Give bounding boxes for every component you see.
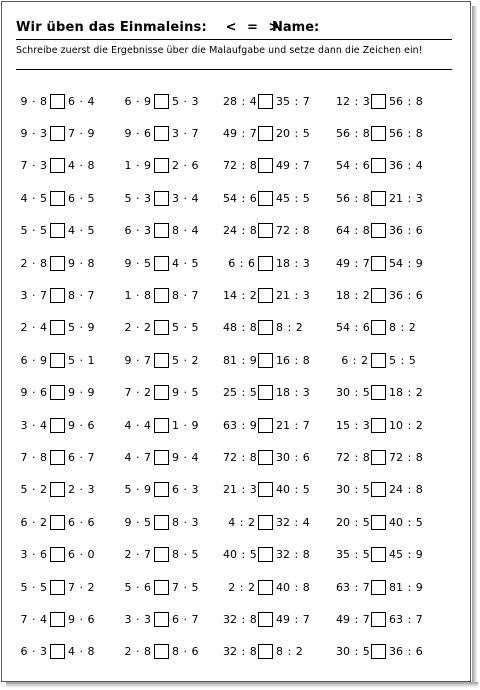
left-expression: 56 : 8 <box>336 126 370 140</box>
comparison-task <box>336 385 421 401</box>
right-expression: 18 : 3 <box>276 386 310 400</box>
comparison-task <box>336 417 421 433</box>
answer-box[interactable] <box>371 450 386 465</box>
answer-box[interactable] <box>258 223 273 238</box>
answer-box[interactable] <box>50 612 65 627</box>
left-expression: 63 : 7 <box>336 580 370 594</box>
left-expression: 6 · 3 <box>124 224 151 238</box>
comparison-task <box>119 514 204 530</box>
right-expression: 21 : 3 <box>276 288 310 302</box>
left-expression: 14 : 2 <box>223 288 257 302</box>
right-expression: 21 : 3 <box>389 191 423 205</box>
right-expression: 8 : 2 <box>276 645 303 659</box>
left-expression: 32 : 8 <box>223 612 257 626</box>
right-expression: 18 : 2 <box>389 386 423 400</box>
page-shadow-right <box>472 6 478 687</box>
comparison-task <box>119 93 204 109</box>
right-expression: 2 · 3 <box>68 483 95 497</box>
answer-box[interactable] <box>50 223 65 238</box>
right-expression: 3 · 7 <box>172 126 199 140</box>
answer-box[interactable] <box>371 580 386 595</box>
right-expression: 8 · 5 <box>172 548 199 562</box>
right-expression: 4 · 8 <box>68 159 95 173</box>
right-expression: 20 : 5 <box>276 126 310 140</box>
left-expression: 9 · 5 <box>124 256 151 270</box>
comparison-task <box>336 223 421 239</box>
right-expression: 8 · 6 <box>172 645 199 659</box>
comparison-task <box>223 514 308 530</box>
answer-box[interactable] <box>371 515 386 530</box>
answer-box[interactable] <box>154 515 169 530</box>
right-expression: 40 : 5 <box>276 483 310 497</box>
left-expression: 54 : 6 <box>336 321 370 335</box>
right-expression: 5 · 9 <box>68 321 95 335</box>
answer-box[interactable] <box>50 418 65 433</box>
comparison-task <box>223 482 308 498</box>
answer-box[interactable] <box>154 450 169 465</box>
answer-box[interactable] <box>50 320 65 335</box>
right-expression: 7 · 5 <box>172 580 199 594</box>
right-expression: 1 · 9 <box>172 418 199 432</box>
left-expression: 6 · 9 <box>20 353 47 367</box>
right-expression: 3 · 4 <box>172 191 199 205</box>
right-expression: 36 : 4 <box>389 159 423 173</box>
comparison-task <box>223 385 308 401</box>
answer-box[interactable] <box>258 418 273 433</box>
answer-box[interactable] <box>154 94 169 109</box>
answer-box[interactable] <box>371 418 386 433</box>
left-expression: 6 · 3 <box>20 645 47 659</box>
comparison-task <box>15 482 100 498</box>
comparison-task <box>119 385 204 401</box>
comparison-task <box>223 158 308 174</box>
answer-box[interactable] <box>258 94 273 109</box>
right-expression: 4 · 8 <box>68 645 95 659</box>
answer-box[interactable] <box>371 256 386 271</box>
comparison-task <box>15 611 100 627</box>
right-expression: 81 : 9 <box>389 580 423 594</box>
right-expression: 32 : 8 <box>276 548 310 562</box>
answer-box[interactable] <box>50 94 65 109</box>
answer-box[interactable] <box>371 482 386 497</box>
comparison-task <box>15 255 100 271</box>
comparison-task <box>223 579 308 595</box>
left-expression: 64 : 8 <box>336 224 370 238</box>
comparison-task <box>15 320 100 336</box>
left-expression: 12 : 3 <box>336 94 370 108</box>
right-expression: 9 · 6 <box>68 612 95 626</box>
answer-box[interactable] <box>258 191 273 206</box>
comparison-task <box>336 158 421 174</box>
answer-box[interactable] <box>154 320 169 335</box>
comparison-task <box>336 125 421 141</box>
left-expression: 9 · 7 <box>124 353 151 367</box>
answer-box[interactable] <box>371 612 386 627</box>
answer-box[interactable] <box>371 547 386 562</box>
right-expression: 5 · 1 <box>68 353 95 367</box>
left-expression: 6 · 2 <box>20 515 47 529</box>
comparison-task <box>223 352 308 368</box>
answer-box[interactable] <box>371 158 386 173</box>
comparison-task <box>119 579 204 595</box>
left-expression: 5 · 6 <box>124 580 151 594</box>
left-expression: 54 : 6 <box>223 191 257 205</box>
left-expression: 2 : 2 <box>228 580 255 594</box>
right-expression: 5 · 5 <box>172 321 199 335</box>
page-shadow-bottom <box>6 682 478 688</box>
left-expression: 9 · 5 <box>124 515 151 529</box>
left-expression: 4 · 7 <box>124 450 151 464</box>
right-expression: 7 · 9 <box>68 126 95 140</box>
left-expression: 24 : 8 <box>223 224 257 238</box>
left-expression: 21 : 3 <box>223 483 257 497</box>
comparison-symbols: < = > <box>225 20 283 35</box>
right-expression: 7 · 2 <box>68 580 95 594</box>
right-expression: 36 : 6 <box>389 224 423 238</box>
right-expression: 8 · 3 <box>172 515 199 529</box>
answer-box[interactable] <box>154 385 169 400</box>
left-expression: 72 : 8 <box>223 159 257 173</box>
left-expression: 40 : 5 <box>223 548 257 562</box>
left-expression: 63 : 9 <box>223 418 257 432</box>
left-expression: 49 : 7 <box>336 256 370 270</box>
right-expression: 49 : 7 <box>276 159 310 173</box>
right-expression: 8 · 7 <box>172 288 199 302</box>
right-expression: 8 : 2 <box>389 321 416 335</box>
right-expression: 6 · 5 <box>68 191 95 205</box>
right-expression: 6 · 7 <box>172 612 199 626</box>
right-expression: 63 : 7 <box>389 612 423 626</box>
answer-box[interactable] <box>258 482 273 497</box>
answer-box[interactable] <box>154 418 169 433</box>
right-expression: 16 : 8 <box>276 353 310 367</box>
right-expression: 9 · 5 <box>172 386 199 400</box>
left-expression: 35 : 5 <box>336 548 370 562</box>
left-expression: 72 : 8 <box>336 450 370 464</box>
left-expression: 4 : 2 <box>228 515 255 529</box>
answer-box[interactable] <box>50 515 65 530</box>
comparison-task <box>15 287 100 303</box>
left-expression: 9 · 6 <box>124 126 151 140</box>
answer-box[interactable] <box>258 385 273 400</box>
right-expression: 56 : 8 <box>389 126 423 140</box>
right-expression: 9 · 9 <box>68 386 95 400</box>
answer-box[interactable] <box>371 223 386 238</box>
right-expression: 72 : 8 <box>389 450 423 464</box>
left-expression: 48 : 8 <box>223 321 257 335</box>
right-expression: 5 · 2 <box>172 353 199 367</box>
left-expression: 4 · 4 <box>124 418 151 432</box>
left-expression: 15 : 3 <box>336 418 370 432</box>
right-expression: 8 · 4 <box>172 224 199 238</box>
answer-box[interactable] <box>154 482 169 497</box>
comparison-task <box>15 417 100 433</box>
right-expression: 45 : 5 <box>276 191 310 205</box>
comparison-task <box>336 514 421 530</box>
left-expression: 4 · 5 <box>20 191 47 205</box>
right-expression: 8 : 2 <box>276 321 303 335</box>
left-expression: 30 : 5 <box>336 483 370 497</box>
right-expression: 5 : 5 <box>389 353 416 367</box>
right-expression: 6 · 7 <box>68 450 95 464</box>
answer-box[interactable] <box>371 288 386 303</box>
comparison-task <box>223 255 308 271</box>
right-expression: 35 : 7 <box>276 94 310 108</box>
answer-box[interactable] <box>371 385 386 400</box>
comparison-task <box>119 449 204 465</box>
answer-box[interactable] <box>371 320 386 335</box>
answer-box[interactable] <box>154 256 169 271</box>
right-expression: 21 : 7 <box>276 418 310 432</box>
answer-box[interactable] <box>50 256 65 271</box>
left-expression: 18 : 2 <box>336 288 370 302</box>
comparison-task <box>336 320 421 336</box>
answer-box[interactable] <box>50 547 65 562</box>
comparison-task <box>223 223 308 239</box>
answer-box[interactable] <box>371 644 386 659</box>
right-expression: 36 : 6 <box>389 645 423 659</box>
comparison-task <box>223 547 308 563</box>
answer-box[interactable] <box>258 612 273 627</box>
comparison-task <box>336 352 421 368</box>
left-expression: 2 · 7 <box>124 548 151 562</box>
answer-box[interactable] <box>258 320 273 335</box>
left-expression: 1 · 9 <box>124 159 151 173</box>
right-expression: 32 : 4 <box>276 515 310 529</box>
comparison-task <box>336 190 421 206</box>
left-expression: 2 · 2 <box>124 321 151 335</box>
left-expression: 30 : 5 <box>336 645 370 659</box>
answer-box[interactable] <box>258 158 273 173</box>
comparison-task <box>119 223 204 239</box>
comparison-task <box>15 385 100 401</box>
left-expression: 20 : 5 <box>336 515 370 529</box>
right-expression: 2 · 6 <box>172 159 199 173</box>
comparison-task <box>119 255 204 271</box>
left-expression: 2 · 8 <box>20 256 47 270</box>
answer-box[interactable] <box>154 580 169 595</box>
left-expression: 9 · 8 <box>20 94 47 108</box>
right-expression: 49 : 7 <box>276 612 310 626</box>
answer-box[interactable] <box>154 612 169 627</box>
name-line <box>16 39 452 40</box>
left-expression: 7 · 2 <box>124 386 151 400</box>
left-expression: 7 · 3 <box>20 159 47 173</box>
answer-box[interactable] <box>50 580 65 595</box>
comparison-task <box>336 449 421 465</box>
comparison-task <box>223 190 308 206</box>
comparison-task <box>119 611 204 627</box>
answer-box[interactable] <box>154 353 169 368</box>
left-expression: 6 · 9 <box>124 94 151 108</box>
comparison-task <box>15 190 100 206</box>
answer-box[interactable] <box>154 644 169 659</box>
left-expression: 1 · 8 <box>124 288 151 302</box>
answer-box[interactable] <box>154 223 169 238</box>
right-expression: 18 : 3 <box>276 256 310 270</box>
answer-box[interactable] <box>154 126 169 141</box>
comparison-task <box>336 287 421 303</box>
comparison-task <box>15 644 100 660</box>
comparison-task <box>223 449 308 465</box>
left-expression: 81 : 9 <box>223 353 257 367</box>
comparison-task <box>336 611 421 627</box>
comparison-task <box>119 644 204 660</box>
comparison-task <box>223 287 308 303</box>
left-expression: 3 · 4 <box>20 418 47 432</box>
comparison-task <box>119 320 204 336</box>
answer-box[interactable] <box>50 353 65 368</box>
right-expression: 4 · 5 <box>68 224 95 238</box>
answer-box[interactable] <box>50 191 65 206</box>
comparison-task <box>223 93 308 109</box>
left-expression: 56 : 8 <box>336 191 370 205</box>
answer-box[interactable] <box>258 547 273 562</box>
left-expression: 5 · 5 <box>20 224 47 238</box>
answer-box[interactable] <box>258 580 273 595</box>
right-expression: 72 : 8 <box>276 224 310 238</box>
answer-box[interactable] <box>154 547 169 562</box>
left-expression: 72 : 8 <box>223 450 257 464</box>
right-expression: 9 · 8 <box>68 256 95 270</box>
answer-box[interactable] <box>50 385 65 400</box>
header-divider <box>16 69 452 70</box>
right-expression: 54 : 9 <box>389 256 423 270</box>
right-expression: 6 · 0 <box>68 548 95 562</box>
left-expression: 7 · 4 <box>20 612 47 626</box>
comparison-task <box>119 190 204 206</box>
comparison-task <box>15 93 100 109</box>
left-expression: 28 : 4 <box>223 94 257 108</box>
comparison-task <box>15 352 100 368</box>
answer-box[interactable] <box>371 94 386 109</box>
right-expression: 30 : 6 <box>276 450 310 464</box>
answer-box[interactable] <box>258 450 273 465</box>
comparison-task <box>336 644 421 660</box>
left-expression: 2 · 4 <box>20 321 47 335</box>
name-label: Name: <box>272 20 320 35</box>
answer-box[interactable] <box>258 288 273 303</box>
comparison-task <box>119 482 204 498</box>
answer-box[interactable] <box>154 158 169 173</box>
left-expression: 9 · 6 <box>20 386 47 400</box>
comparison-task <box>336 579 421 595</box>
comparison-task <box>223 644 308 660</box>
right-expression: 5 · 3 <box>172 94 199 108</box>
right-expression: 56 : 8 <box>389 94 423 108</box>
right-expression: 6 · 4 <box>68 94 95 108</box>
comparison-task <box>336 93 421 109</box>
left-expression: 30 : 5 <box>336 386 370 400</box>
answer-box[interactable] <box>50 644 65 659</box>
left-expression: 5 · 9 <box>124 483 151 497</box>
left-expression: 6 : 2 <box>341 353 368 367</box>
comparison-task <box>223 611 308 627</box>
left-expression: 5 · 5 <box>20 580 47 594</box>
answer-box[interactable] <box>258 644 273 659</box>
comparison-task <box>15 125 100 141</box>
answer-box[interactable] <box>50 288 65 303</box>
answer-box[interactable] <box>258 515 273 530</box>
comparison-task <box>119 125 204 141</box>
left-expression: 5 · 2 <box>20 483 47 497</box>
left-expression: 32 : 8 <box>223 645 257 659</box>
right-expression: 9 · 6 <box>68 418 95 432</box>
right-expression: 10 : 2 <box>389 418 423 432</box>
right-expression: 6 · 6 <box>68 515 95 529</box>
left-expression: 2 · 8 <box>124 645 151 659</box>
right-expression: 8 · 7 <box>68 288 95 302</box>
comparison-task <box>119 417 204 433</box>
answer-box[interactable] <box>371 353 386 368</box>
left-expression: 7 · 8 <box>20 450 47 464</box>
comparison-task <box>15 514 100 530</box>
left-expression: 49 : 7 <box>223 126 257 140</box>
instruction-text: Schreibe zuerst die Ergebnisse über die Malaufgabe und setze dann die Zeichen ein! <box>16 45 423 56</box>
right-expression: 24 : 8 <box>389 483 423 497</box>
answer-box[interactable] <box>50 450 65 465</box>
comparison-task <box>223 125 308 141</box>
comparison-task <box>15 449 100 465</box>
left-expression: 54 : 6 <box>336 159 370 173</box>
comparison-task <box>223 320 308 336</box>
comparison-task <box>15 547 100 563</box>
answer-box[interactable] <box>50 126 65 141</box>
answer-box[interactable] <box>50 158 65 173</box>
left-expression: 49 : 7 <box>336 612 370 626</box>
worksheet-title <box>16 20 282 35</box>
comparison-task <box>15 223 100 239</box>
left-expression: 6 : 6 <box>228 256 255 270</box>
comparison-task <box>336 482 421 498</box>
left-expression: 5 · 3 <box>124 191 151 205</box>
answer-box[interactable] <box>258 126 273 141</box>
left-expression: 3 · 6 <box>20 548 47 562</box>
answer-box[interactable] <box>50 482 65 497</box>
left-expression: 9 · 3 <box>20 126 47 140</box>
comparison-task <box>15 579 100 595</box>
answer-box[interactable] <box>371 126 386 141</box>
comparison-task <box>15 158 100 174</box>
right-expression: 4 · 5 <box>172 256 199 270</box>
comparison-task <box>119 287 204 303</box>
comparison-task <box>119 352 204 368</box>
comparison-task <box>119 547 204 563</box>
right-expression: 45 : 9 <box>389 548 423 562</box>
right-expression: 6 · 3 <box>172 483 199 497</box>
right-expression: 9 · 4 <box>172 450 199 464</box>
answer-box[interactable] <box>154 191 169 206</box>
right-expression: 40 : 8 <box>276 580 310 594</box>
answer-box[interactable] <box>258 353 273 368</box>
left-expression: 3 · 7 <box>20 288 47 302</box>
left-expression: 25 : 5 <box>223 386 257 400</box>
comparison-task <box>223 417 308 433</box>
answer-box[interactable] <box>258 256 273 271</box>
comparison-task <box>336 547 421 563</box>
comparison-task <box>119 158 204 174</box>
right-expression: 40 : 5 <box>389 515 423 529</box>
title-text: Wir üben das Einmaleins: <box>16 20 207 35</box>
left-expression: 3 · 3 <box>124 612 151 626</box>
right-expression: 36 : 6 <box>389 288 423 302</box>
answer-box[interactable] <box>154 288 169 303</box>
comparison-task <box>336 255 421 271</box>
answer-box[interactable] <box>371 191 386 206</box>
